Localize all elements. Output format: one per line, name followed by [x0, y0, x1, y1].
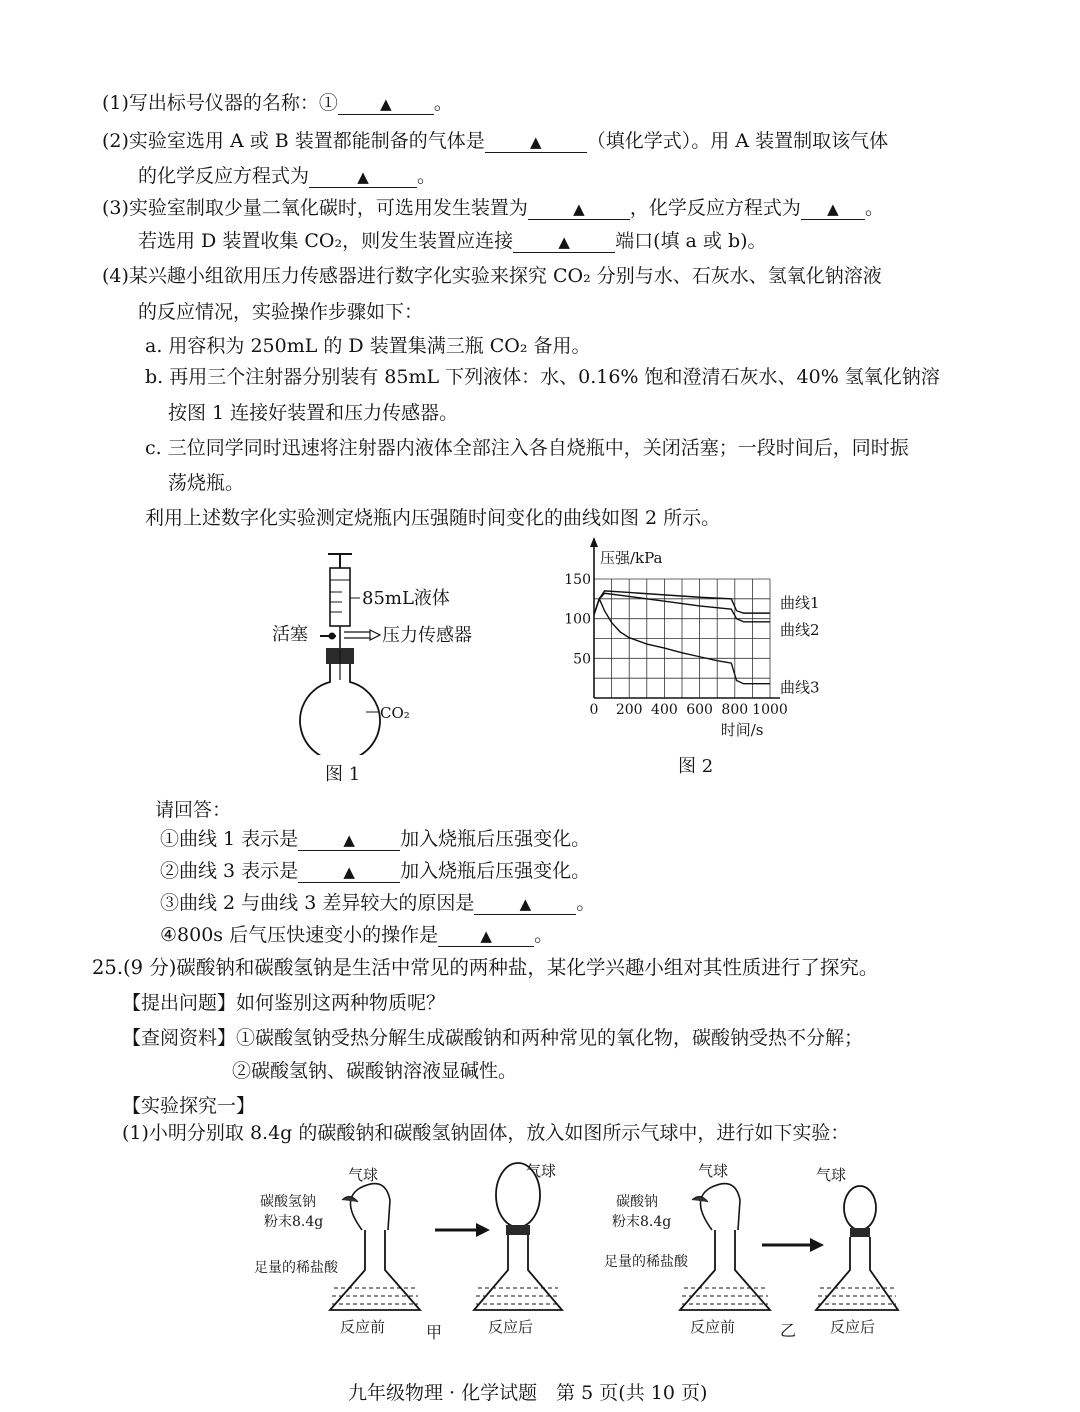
answer-4 — [160, 922, 553, 948]
answer-blank — [298, 830, 400, 851]
q24-step-c-line2: 荡烧瓶。 — [168, 472, 245, 494]
q24-part3-line2-end: 端口(填 a 或 b)。 — [615, 230, 767, 252]
q24-part2-line2-end: 。 — [417, 165, 437, 187]
balloon-deflated — [700, 1184, 740, 1230]
answer-blank — [474, 894, 576, 915]
q24-part1-text: (1)写出标号仪器的名称：① — [102, 92, 338, 114]
answer-blank — [528, 199, 630, 220]
q24-part1-end: 。 — [433, 92, 453, 114]
figure2-caption: 图 2 — [678, 756, 714, 777]
q24-summary: 利用上述数字化实验测定烧瓶内压强随时间变化的曲线如图 2 所示。 — [145, 507, 721, 529]
label-co2: CO₂ — [380, 704, 410, 722]
label-na2co3-line2: 粉末8.4g — [612, 1214, 672, 1230]
label-nahco3-line2: 粉末8.4g — [264, 1214, 324, 1230]
answer-blank — [438, 926, 534, 947]
q25-exp-title: 【实验探究一】 — [122, 1095, 256, 1117]
answer-4-end: 。 — [534, 924, 554, 946]
q24-part3-text: (3)实验室制取少量二氧化碳时，可选用发生装置为 — [102, 197, 528, 219]
q25-ref2: ②碳酸氢钠、碳酸钠溶液显碱性。 — [232, 1060, 518, 1082]
x-tick-label: 800 — [721, 702, 749, 718]
q24-part3 — [102, 195, 884, 221]
blank-marker: ▲ — [343, 831, 355, 849]
label-before-a: 反应前 — [340, 1318, 386, 1336]
answer-1-end: 加入烧瓶后压强变化。 — [400, 828, 591, 850]
sensor-arrow — [370, 630, 380, 640]
balloon-deflated — [350, 1184, 390, 1230]
answer-blank — [309, 167, 417, 188]
answer-4-text: ④800s 后气压快速变小的操作是 — [160, 924, 439, 946]
blank-marker: ▲ — [529, 133, 542, 151]
answer-2-end: 加入烧瓶后压强变化。 — [400, 860, 591, 882]
label-sensor: 压力传感器 — [382, 625, 472, 646]
q24-step-c-line1: c. 三位同学同时迅速将注射器内液体全部注入各自烧瓶中，关闭活塞；一段时间后，同时振 — [145, 437, 909, 459]
x-axis-title: 时间/s — [720, 721, 764, 739]
q24-part2-line2 — [138, 163, 436, 189]
blank-marker: ▲ — [558, 233, 570, 251]
answer-blank — [298, 862, 400, 883]
y-tick-label: 50 — [573, 651, 591, 668]
arrow-b-head — [810, 1238, 824, 1252]
answer-intro: 请回答： — [155, 799, 232, 821]
label-na2co3-line1: 碳酸钠 — [616, 1194, 658, 1210]
answer-blank — [485, 132, 587, 153]
q24-part2-text-mid: （填化学式）。用 A 装置制取该气体 — [586, 130, 889, 152]
x-tick-label: 600 — [686, 702, 713, 718]
q24-step-a: a. 用容积为 250mL 的 D 装置集满三瓶 CO₂ 备用。 — [145, 335, 591, 357]
label-balloon-a1: 气球 — [348, 1166, 379, 1184]
chart-labels — [564, 549, 819, 739]
q24-part1 — [102, 90, 453, 116]
label-liquid: 85mL液体 — [362, 588, 450, 609]
balloon-neck — [506, 1225, 530, 1235]
series-label-2: 曲线2 — [780, 620, 820, 639]
flask-b-after — [816, 1186, 898, 1310]
q25-title: 25.(9 分)碳酸钠和碳酸氢钠是生活中常见的两种盐，某化学兴趣小组对其性质进行了探究。 — [92, 956, 879, 979]
label-after-a: 反应后 — [488, 1318, 534, 1336]
label-valve: 活塞 — [272, 624, 308, 645]
answer-1 — [160, 826, 590, 852]
answer-blank — [338, 94, 434, 115]
q24-part4-line2: 的反应情况，实验操作步骤如下： — [138, 301, 424, 323]
label-before-b: 反应前 — [690, 1318, 736, 1336]
arrow-a-head — [476, 1223, 490, 1237]
y-axis-arrow — [590, 537, 598, 547]
conical-flask — [474, 1235, 562, 1310]
blank-marker: ▲ — [827, 200, 839, 218]
x-tick-label: 0 — [589, 702, 599, 718]
blank-marker: ▲ — [343, 863, 355, 881]
answer-2 — [160, 858, 590, 884]
answer-3 — [160, 890, 595, 916]
balloon-experiment-figure — [250, 1160, 900, 1340]
conical-flask — [816, 1237, 898, 1310]
figure1-caption: 图 1 — [325, 764, 361, 785]
flask-b-before — [680, 1184, 770, 1310]
q24-part3-text-mid: ，化学反应方程式为 — [629, 197, 801, 219]
x-tick-label: 400 — [651, 702, 678, 718]
blank-marker: ▲ — [357, 168, 369, 186]
answer-3-end: 。 — [576, 892, 596, 914]
label-jia: 甲 — [426, 1323, 443, 1340]
q24-part3-end: 。 — [864, 197, 884, 219]
blank-marker: ▲ — [380, 95, 392, 113]
q24-part3-line2-text: 若选用 D 装置收集 CO₂，则发生装置应连接 — [138, 230, 514, 252]
label-balloon-a2: 气球 — [526, 1162, 557, 1180]
q24-part2-line2-text: 的化学反应方程式为 — [138, 165, 310, 187]
label-nahco3-line1: 碳酸氢钠 — [260, 1194, 316, 1210]
y-tick-label: 150 — [564, 572, 591, 588]
conical-flask — [680, 1230, 770, 1310]
q24-part2-text: (2)实验室选用 A 或 B 装置都能制备的气体是 — [102, 130, 485, 152]
label-yi: 乙 — [780, 1321, 797, 1340]
label-after-b: 反应后 — [830, 1318, 876, 1336]
answer-3-text: ③曲线 2 与曲线 3 差异较大的原因是 — [160, 892, 475, 914]
answer-blank — [801, 199, 865, 220]
blank-marker: ▲ — [519, 895, 532, 913]
q24-part2 — [102, 128, 888, 154]
page-footer: 九年级物理 · 化学试题 第 5 页(共 10 页) — [348, 1382, 708, 1404]
balloon-neck — [850, 1228, 870, 1237]
answer-blank — [513, 232, 615, 253]
syringe-barrel — [330, 568, 350, 626]
y-tick-label: 100 — [564, 611, 591, 628]
label-acid-a: 足量的稀盐酸 — [254, 1260, 338, 1276]
y-axis-title: 压强/kPa — [600, 549, 663, 567]
x-tick-label: 1000 — [752, 702, 788, 718]
label-balloon-b1: 气球 — [698, 1162, 729, 1180]
answer-2-text: ②曲线 3 表示是 — [160, 860, 299, 882]
answer-1-text: ①曲线 1 表示是 — [160, 828, 299, 850]
balloon-partly-inflated — [844, 1186, 876, 1230]
blank-marker: ▲ — [480, 927, 492, 945]
label-balloon-b2: 气球 — [816, 1166, 847, 1184]
flask-a-after — [474, 1163, 562, 1310]
x-tick-label: 200 — [615, 702, 643, 718]
blank-marker: ▲ — [573, 200, 585, 218]
conical-flask — [330, 1230, 420, 1310]
series-label-1: 曲线1 — [780, 594, 820, 613]
q25-ref1: 【查阅资料】①碳酸氢钠受热分解生成碳酸钠和两种常见的氧化物，碳酸钠受热不分解； — [122, 1027, 864, 1049]
q25-exp1: (1)小明分别取 8.4g 的碳酸钠和碳酸氢钠固体，放入如图所示气球中，进行如下实验： — [122, 1122, 850, 1144]
q25-ask: 【提出问题】如何鉴别这两种物质呢？ — [122, 992, 446, 1014]
series-label-3: 曲线3 — [780, 678, 820, 697]
label-acid-b: 足量的稀盐酸 — [604, 1254, 688, 1270]
figure2-pressure-chart — [550, 535, 850, 740]
chart-grid — [594, 579, 770, 698]
q24-part4-line1: (4)某兴趣小组欲用压力传感器进行数字化实验来探究 CO₂ 分别与水、石灰水、氢氧化钠溶液 — [102, 265, 882, 287]
q24-step-b-line2: 按图 1 连接好装置和压力传感器。 — [168, 402, 459, 424]
q24-part3-line2 — [138, 228, 767, 254]
q24-step-b-line1: b. 再用三个注射器分别装有 85mL 下列液体：水、0.16% 饱和澄清石灰水、40% 氢氧化钠溶 — [145, 366, 940, 388]
flask-a-before — [330, 1184, 420, 1310]
figure1-apparatus — [260, 550, 500, 755]
